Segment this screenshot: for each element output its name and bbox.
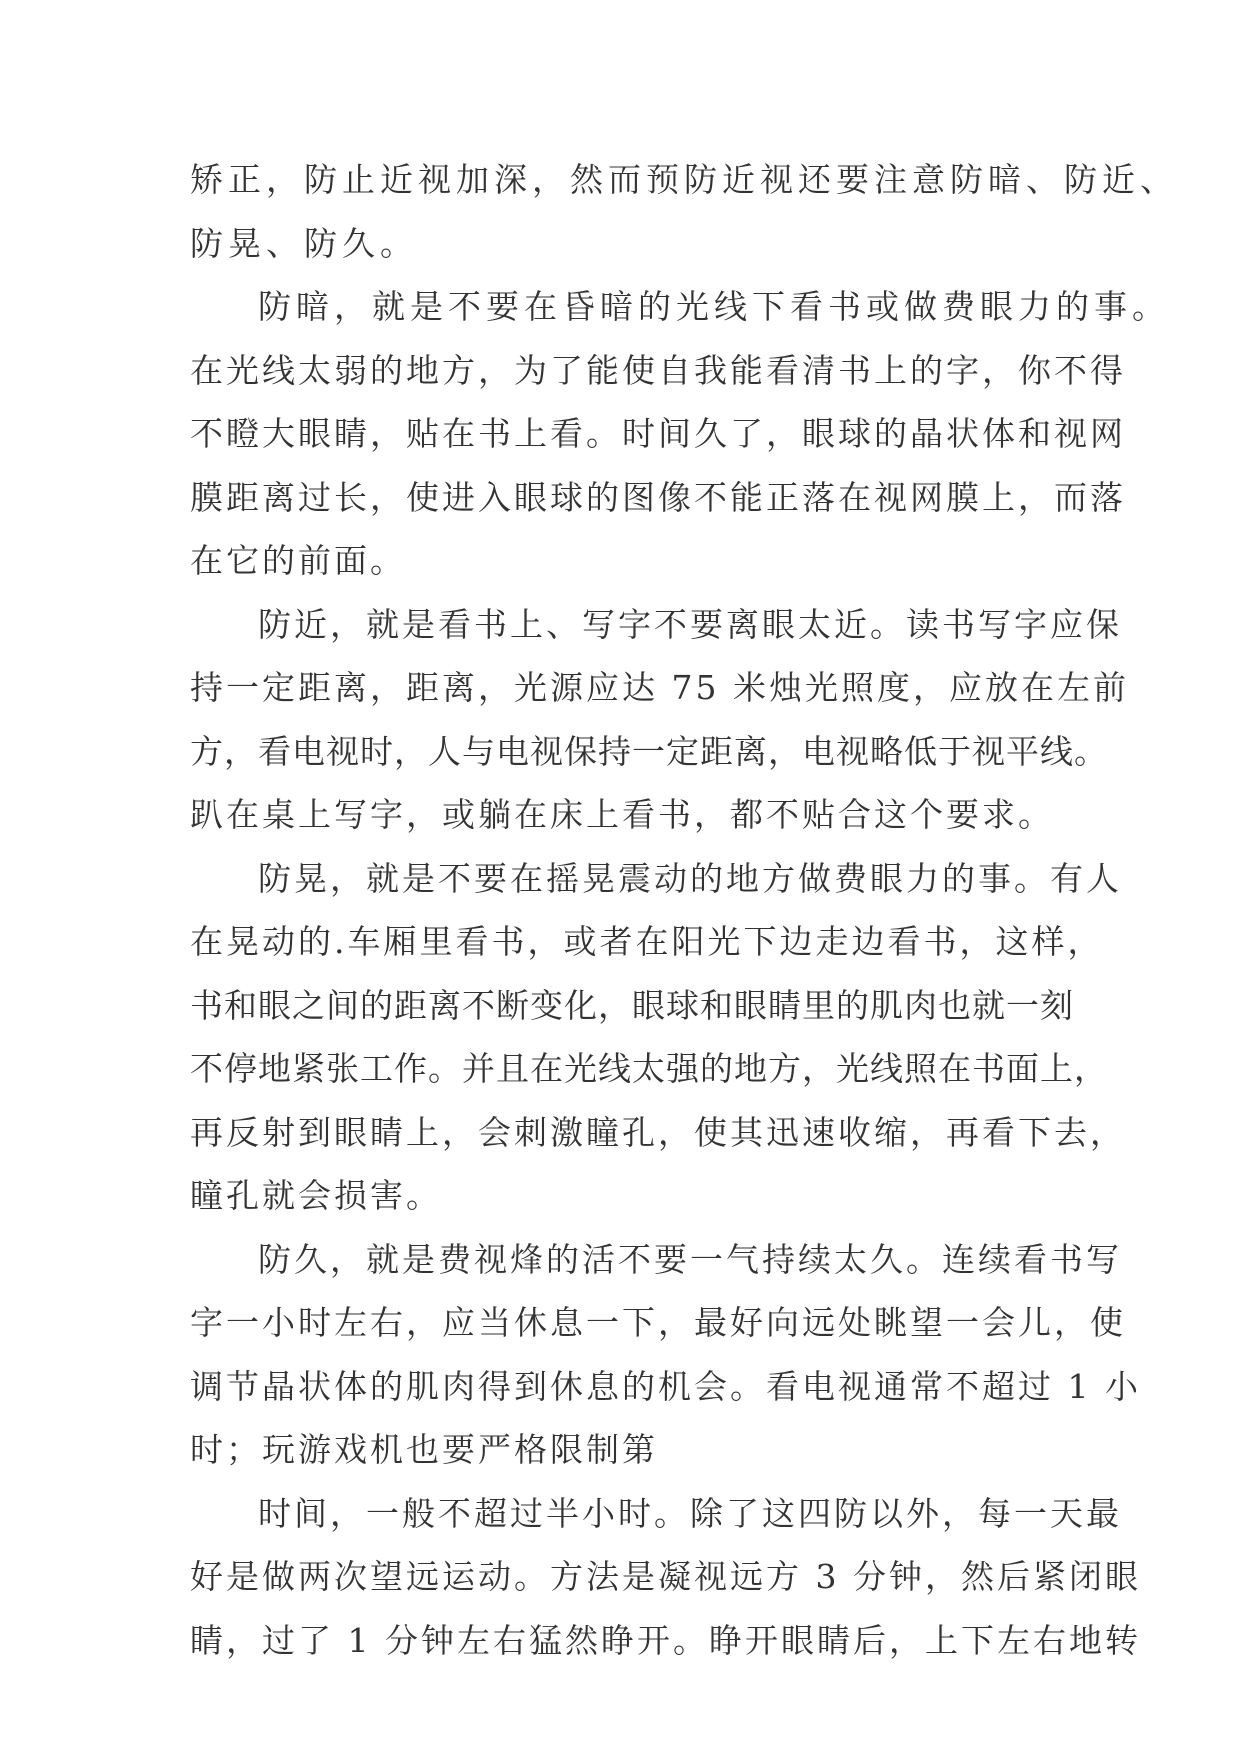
text-line: 调节晶状体的肌肉得到休息的机会。看电视通常不超过 1 小: [190, 1366, 1141, 1406]
paragraph-first-line: 防晃，就是不要在摇晃震动的地方做费眼力的事。有人: [258, 858, 1122, 898]
text-line: 不瞪大眼睛，贴在书上看。时间久了，眼球的晶状体和视网: [190, 414, 1126, 453]
text-line: 瞳孔就会损害。: [190, 1176, 442, 1215]
text-line: 矫正，防止近视加深，然而预防近视还要注意防暗、防近、: [190, 160, 1178, 199]
text-line: 趴在桌上写字，或躺在床上看书，都不贴合这个要求。: [190, 795, 1054, 834]
text-line: 防晃、防久。: [190, 223, 418, 263]
paragraph-first-line: 时间，一般不超过半小时。除了这四防以外，每一天最: [258, 1493, 1122, 1533]
text-line: 在它的前面。: [190, 541, 406, 580]
text-line: 膜距离过长，使进入眼球的图像不能正落在视网膜上，而落: [190, 477, 1126, 517]
paragraph-first-line: 防久，就是费视烽的活不要一气持续太久。连续看书写: [258, 1239, 1122, 1279]
text-line: 再反射到眼睛上，会刺激瞳孔，使其迅速收缩，再看下去，: [190, 1112, 1126, 1152]
text-line: 在光线太弱的地方，为了能使自我能看清书上的字，你不得: [190, 350, 1126, 390]
paragraph-first-line: 防近，就是看书上、写字不要离眼太近。读书写字应保: [258, 604, 1122, 644]
text-line: 持一定距离，距离，光源应达 75 米烛光照度，应放在左前: [190, 668, 1129, 707]
text-line: 在晃动的.车厢里看书，或者在阳光下边走边看书，这样，: [190, 922, 1104, 961]
text-line: 书和眼之间的距离不断变化，眼球和眼睛里的肌肉也就一刻: [190, 985, 1074, 1025]
text-line: 方，看电视时，人与电视保持一定距离，电视略低于视平线。: [190, 731, 1108, 771]
text-line: 睛，过了 1 分钟左右猛然睁开。睁开眼睛后，上下左右地转: [190, 1620, 1141, 1660]
body-text: [190, 148, 1178, 1672]
text-line: 不停地紧张工作。并且在光线太强的地方，光线照在书面上，: [190, 1049, 1108, 1088]
text-line: 好是做两次望远运动。方法是凝视远方 3 分钟，然后紧闭眼: [190, 1557, 1141, 1596]
text-line: 字一小时左右，应当休息一下，最好向远处眺望一会儿，使: [190, 1303, 1126, 1342]
text-line: 时；玩游戏机也要严格限制第: [190, 1430, 658, 1469]
paragraph-first-line: 防暗，就是不要在昏暗的光线下看书或做费眼力的事。: [258, 287, 1170, 326]
